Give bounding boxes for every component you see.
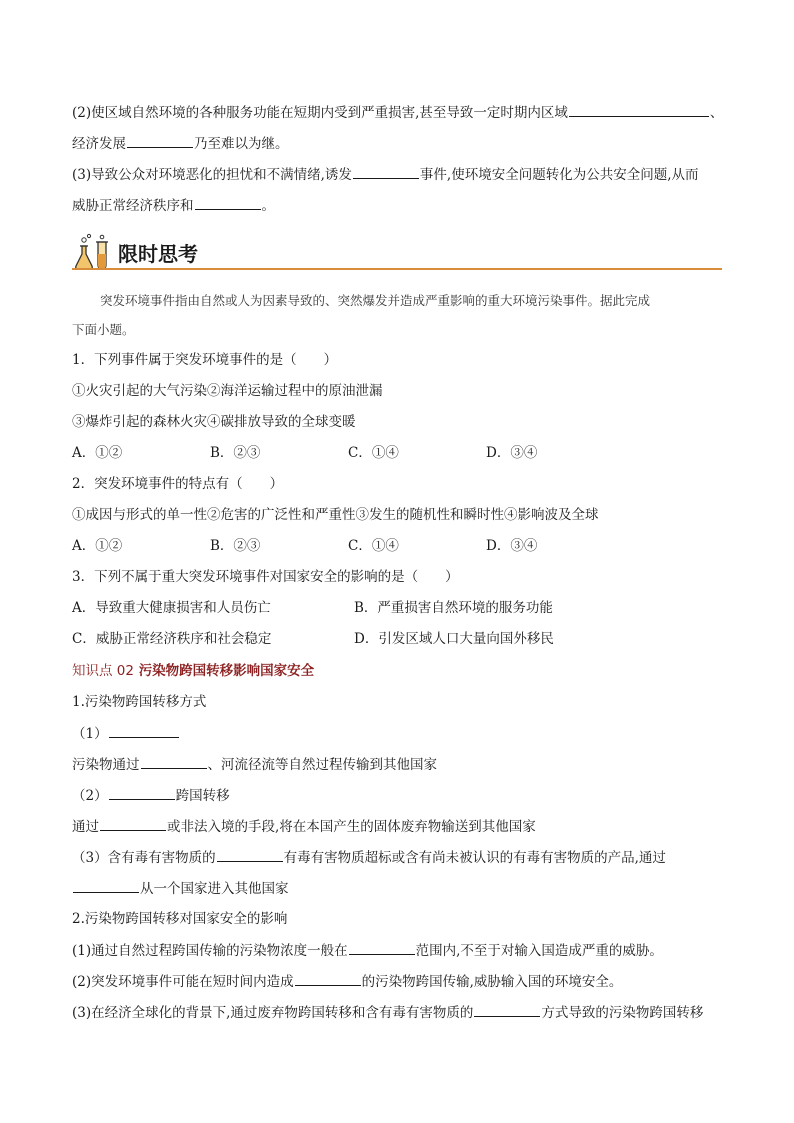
answer-blank[interactable] [109, 723, 179, 738]
option-a[interactable]: A．导致重大健康损害和人员伤亡 [72, 600, 271, 616]
subheading-2: 2.污染物跨国转移对国家安全的影响 [72, 911, 288, 927]
question-1-items-2: ③爆炸引起的森林火灾④碳排放导致的全球变暖 [72, 414, 356, 430]
option-a[interactable]: A．①② [72, 445, 123, 461]
item-3-text: 从一个国家进入其他国家 [72, 878, 289, 899]
option-d[interactable]: D．③④ [486, 538, 538, 554]
option-c[interactable]: C．威胁正常经济秩序和社会稳定 [72, 631, 272, 647]
answer-blank[interactable] [141, 754, 207, 769]
item-1-text: 污染物通过 、河流径流等自然过程传输到其他国家 [72, 754, 437, 775]
answer-blank[interactable] [353, 164, 419, 179]
impact-2: (2)突发环境事件可能在短时间内造成 的污染物跨国传输,威胁输入国的环境安全。 [72, 971, 622, 992]
answer-blank[interactable] [195, 195, 261, 210]
paragraph-3-line-1: (3)导致公众对环境恶化的担忧和不满情绪,诱发 事件,使环境安全问题转化为公共安全问题,从而 [72, 164, 699, 185]
answer-blank[interactable] [349, 940, 415, 955]
answer-blank[interactable] [73, 878, 139, 893]
section-header [72, 232, 722, 270]
intro-line-1: 突发环境事件指由自然或人为因素导致的、突然爆发并造成严重影响的重大环境污染事件。据此完成 [100, 293, 651, 308]
option-c[interactable]: C．①④ [348, 445, 399, 461]
section-title: 限时思考 [118, 242, 198, 266]
answer-blank[interactable] [569, 102, 709, 117]
option-d[interactable]: D．③④ [486, 445, 538, 461]
answer-blank[interactable] [109, 785, 175, 800]
option-b[interactable]: B．②③ [210, 538, 261, 554]
question-1-items-1: ①火灾引起的大气污染②海洋运输过程中的原油泄漏 [72, 383, 383, 399]
option-b[interactable]: B．②③ [210, 445, 261, 461]
impact-3: (3)在经济全球化的背景下,通过废弃物跨国转移和含有毒有害物质的 方式导致的污染物跨国转移 [72, 1002, 703, 1023]
paragraph-2-line-1: (2)使区域自然环境的各种服务功能在短期内受到严重损害,甚至导致一定时期内区域 、 [72, 102, 723, 123]
answer-blank[interactable] [127, 133, 193, 148]
lab-flask-icon [74, 232, 114, 270]
question-2-stem: 2．突发环境事件的特点有（ ） [72, 476, 284, 492]
question-3-stem: 3．下列不属于重大突发环境事件对国家安全的影响的是（ ） [72, 569, 459, 585]
paragraph-2-line-2: 经济发展 乃至难以为继。 [72, 133, 289, 154]
answer-blank[interactable] [474, 1002, 540, 1017]
answer-blank[interactable] [295, 971, 361, 986]
paragraph-3-line-2: 威胁正常经济秩序和 。 [72, 195, 275, 216]
section-divider [72, 268, 722, 270]
answer-blank[interactable] [217, 847, 283, 862]
question-2-items: ①成因与形式的单一性②危害的广泛性和严重性③发生的随机性和瞬时性④影响波及全球 [72, 507, 599, 523]
option-c[interactable]: C．①④ [348, 538, 399, 554]
item-1: （1） [72, 723, 180, 744]
knowledge-point-heading: 知识点 02 污染物跨国转移影响国家安全 [72, 663, 315, 679]
intro-line-2: 下面小题。 [72, 322, 135, 337]
impact-1: (1)通过自然过程跨国传输的污染物浓度一般在 范围内,不至于对输入国造成严重的威胁。 [72, 940, 663, 961]
subheading-1: 1.污染物跨国转移方式 [72, 694, 207, 710]
item-2: （2） 跨国转移 [72, 785, 230, 806]
item-2-text: 通过 或非法入境的手段,将在本国产生的固体废弃物输送到其他国家 [72, 816, 536, 837]
option-a[interactable]: A．①② [72, 538, 123, 554]
item-3: （3）含有毒有害物质的 有毒有害物质超标或含有尚未被认识的有毒有害物质的产品,通过 [72, 847, 666, 868]
option-b[interactable]: B．严重损害自然环境的服务功能 [354, 600, 553, 616]
answer-blank[interactable] [100, 816, 166, 831]
question-1-stem: 1．下列事件属于突发环境事件的是（ ） [72, 352, 338, 368]
option-d[interactable]: D．引发区域人口大量向国外移民 [354, 631, 554, 647]
